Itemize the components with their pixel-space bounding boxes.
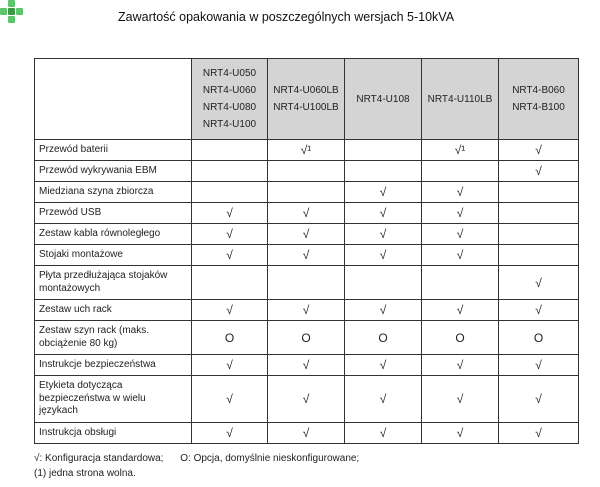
cell-value: √¹ [268,140,345,161]
legend-standard: √: Konfiguracja standardowa; [34,453,164,464]
green-cross-logo-icon [0,0,24,24]
cell-value: √ [268,376,345,423]
cell-value: O [345,321,422,355]
cell-value [268,266,345,300]
cell-value: √ [499,140,579,161]
legend-option: O: Opcja, domyślnie nieskonfigurowane; [180,453,360,464]
cell-value: √ [422,355,499,376]
column-header: NRT4-U060LB NRT4-U100LB [268,59,345,140]
cell-value [192,182,268,203]
cell-value: √¹ [422,140,499,161]
legend-notes [34,451,373,481]
table-row [35,203,579,224]
cell-value [268,182,345,203]
cell-value: √ [192,300,268,321]
cell-value [499,224,579,245]
cell-value: √ [268,224,345,245]
cell-value: √ [192,355,268,376]
cell-value: √ [499,423,579,444]
column-header: NRT4-U050 NRT4-U060 NRT4-U080 NRT4-U100 [192,59,268,140]
cell-value: √ [192,376,268,423]
cell-value: √ [499,376,579,423]
cell-value [345,140,422,161]
cell-value: √ [422,300,499,321]
cell-value: √ [499,266,579,300]
cell-value [268,161,345,182]
cell-value: √ [345,245,422,266]
cell-value: O [422,321,499,355]
cell-value: √ [499,300,579,321]
cell-value: √ [345,376,422,423]
cell-value: √ [192,224,268,245]
cell-value: O [192,321,268,355]
cell-value [192,161,268,182]
cell-value: √ [268,245,345,266]
cell-value: √ [422,423,499,444]
table-row [35,182,579,203]
table-row [35,321,579,355]
table-row [35,423,579,444]
cell-value: √ [268,423,345,444]
cell-value: √ [422,245,499,266]
row-label: Zestaw uch rack [35,300,192,321]
row-label: Instrukcje bezpieczeństwa [35,355,192,376]
cell-value: √ [192,245,268,266]
cell-value: √ [268,300,345,321]
cell-value: √ [268,355,345,376]
column-header: NRT4-U110LB [422,59,499,140]
cell-value [499,203,579,224]
row-label: Przewód baterii [35,140,192,161]
table-row [35,161,579,182]
table-row [35,376,579,423]
header-row [35,59,579,140]
cell-value: √ [345,300,422,321]
row-label: Instrukcja obsługi [35,423,192,444]
table-row [35,355,579,376]
cell-value: √ [422,182,499,203]
cell-value: √ [422,376,499,423]
cell-value: √ [345,355,422,376]
row-label: Miedziana szyna zbiorcza [35,182,192,203]
cell-value [192,266,268,300]
row-label: Zestaw szyn rack (maks. obciążenie 80 kg) [35,321,192,355]
cell-value: √ [499,355,579,376]
table-row [35,266,579,300]
package-contents-table [34,58,579,444]
table-row [35,224,579,245]
cell-value: √ [422,224,499,245]
cell-value: √ [345,423,422,444]
cell-value [422,266,499,300]
cell-value: √ [345,224,422,245]
row-label: Przewód wykrywania EBM [35,161,192,182]
row-label: Etykieta dotycząca bezpieczeństwa w wielu językach [35,376,192,423]
footnote: (1) jedna strona wolna. [34,468,136,479]
cell-value [422,161,499,182]
row-label: Stojaki montażowe [35,245,192,266]
table-row [35,245,579,266]
cell-value: √ [192,423,268,444]
column-header: NRT4-U108 [345,59,422,140]
column-header: NRT4-B060 NRT4-B100 [499,59,579,140]
cell-value: √ [345,182,422,203]
row-label: Zestaw kabla równoległego [35,224,192,245]
cell-value: √ [192,203,268,224]
corner-cell [35,59,192,140]
cell-value [499,182,579,203]
cell-value: √ [499,161,579,182]
table-row [35,300,579,321]
cell-value: √ [422,203,499,224]
cell-value [499,245,579,266]
cell-value: √ [345,203,422,224]
legend-line [34,451,373,466]
cell-value [345,266,422,300]
cell-value: O [499,321,579,355]
row-label: Przewód USB [35,203,192,224]
cell-value [345,161,422,182]
page-title: Zawartość opakowania w poszczególnych wersjach 5-10kVA [118,10,455,24]
cell-value [192,140,268,161]
row-label: Płyta przedłużająca stojaków montażowych [35,266,192,300]
cell-value: √ [268,203,345,224]
table-row [35,140,579,161]
cell-value: O [268,321,345,355]
